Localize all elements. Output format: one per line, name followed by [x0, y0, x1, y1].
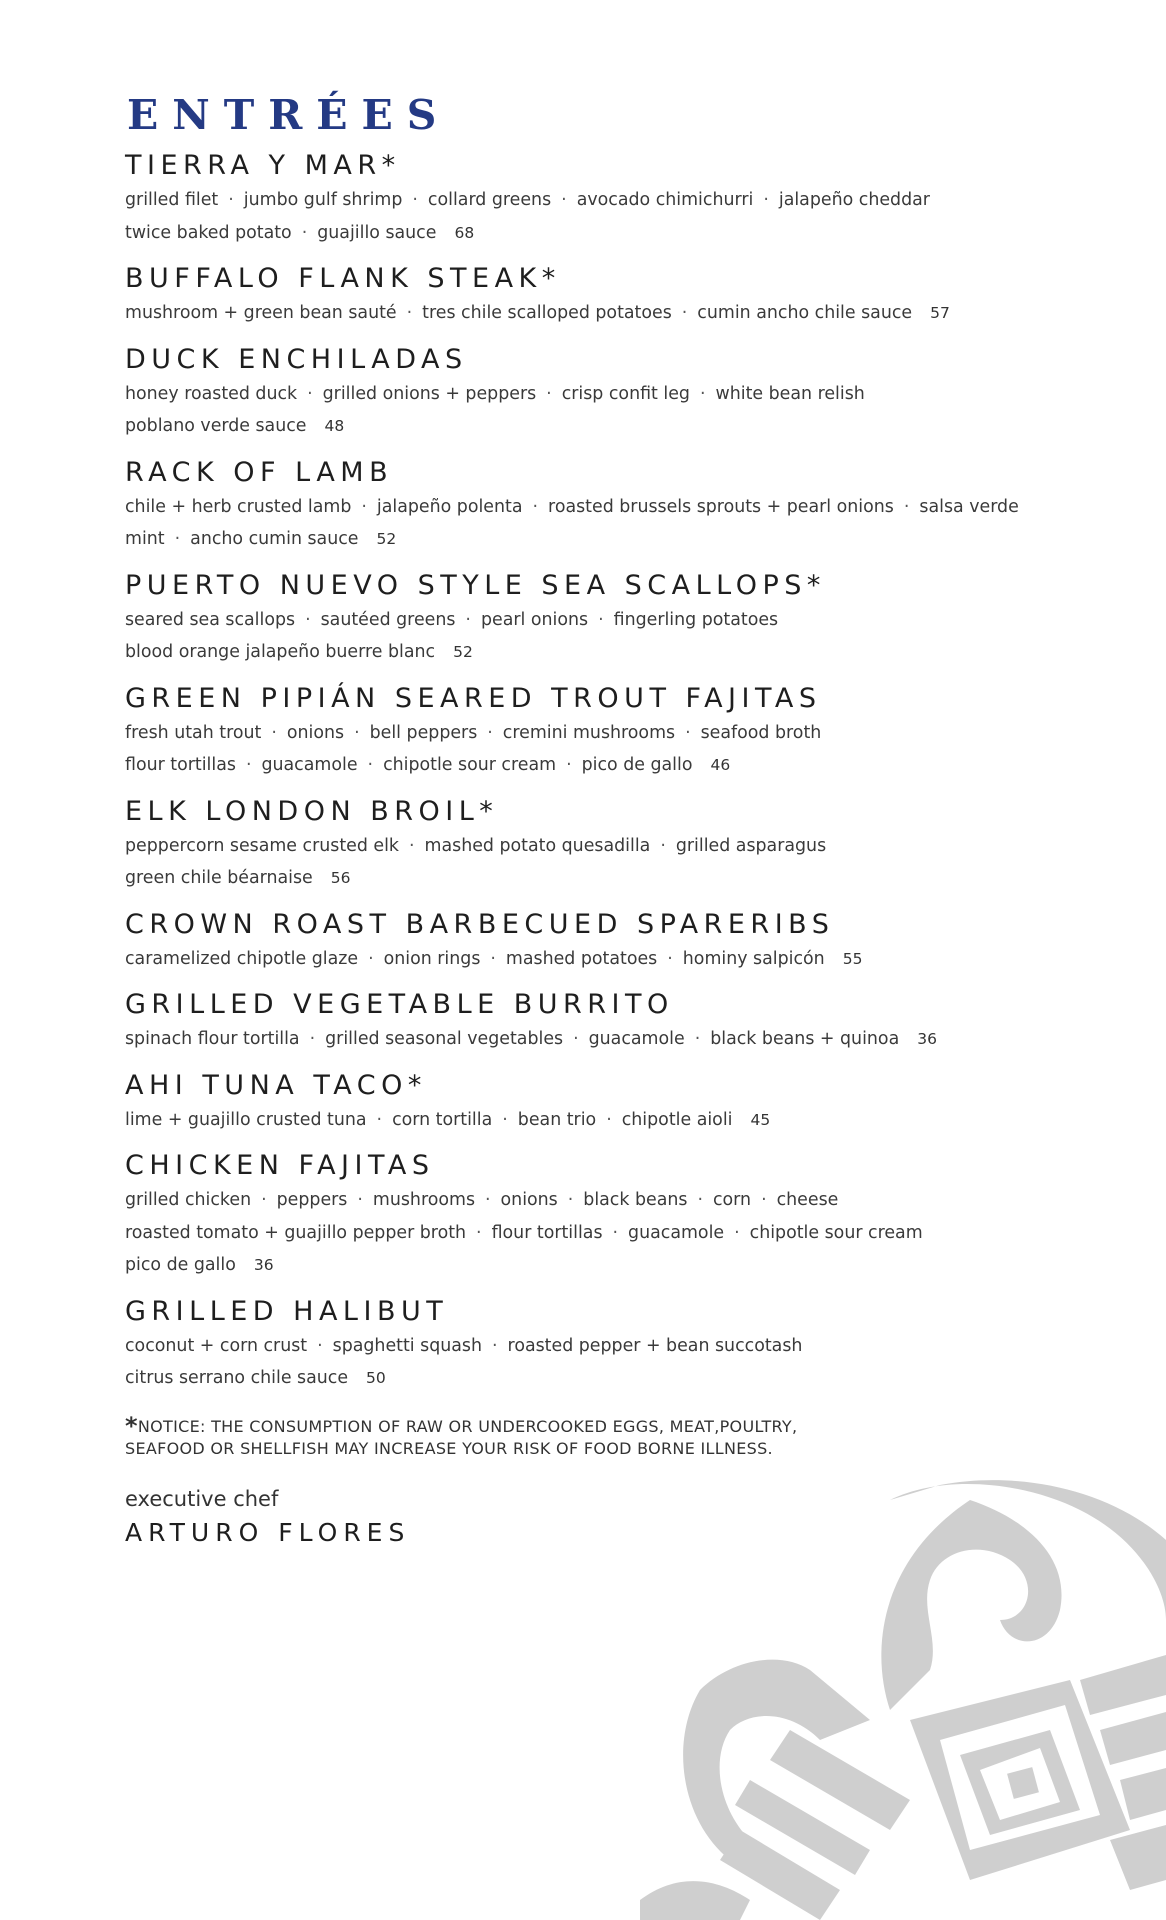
ingredient: chile + herb crusted lamb — [125, 496, 352, 517]
dish-description-line — [125, 862, 1085, 895]
dish-list — [125, 148, 1085, 1395]
chef-name: ARTURO FLORES — [125, 1517, 411, 1547]
dish-name: GRILLED HALIBUT — [125, 1295, 449, 1327]
dish-description-line — [125, 636, 1085, 669]
notice-line-1: NOTICE: THE CONSUMPTION OF RAW OR UNDERCOOKED EGGS, MEAT,POULTRY, — [137, 1416, 798, 1436]
ingredient: flour tortillas — [491, 1222, 603, 1243]
ingredient: roasted brussels sprouts + pearl onions — [548, 496, 894, 517]
separator-dot: · — [566, 755, 572, 775]
dish-description-line — [125, 523, 1085, 556]
ingredient: seafood broth — [700, 722, 822, 743]
ingredient: bell peppers — [369, 722, 478, 743]
separator-dot: · — [761, 1190, 767, 1210]
ingredient: citrus serrano chile sauce — [125, 1368, 349, 1388]
ingredient: grilled asparagus — [675, 835, 827, 856]
ingredient: pearl onions — [480, 609, 589, 630]
ingredient: fingerling potatoes — [613, 609, 779, 630]
ingredient: corn tortilla — [392, 1109, 493, 1130]
separator-dot: · — [734, 1222, 740, 1243]
ingredient: mushrooms — [372, 1190, 475, 1210]
dish-name: BUFFALO FLANK STEAK* — [125, 263, 561, 294]
notice-asterisk: * — [125, 1411, 138, 1440]
ingredient: chipotle aioli — [621, 1109, 733, 1130]
menu-item — [125, 568, 1085, 669]
separator-dot: · — [598, 609, 604, 630]
ingredient: seared sea scallops — [125, 609, 296, 630]
ingredient: white bean relish — [715, 383, 865, 404]
dish-description-line — [125, 749, 1085, 782]
dish-price: 48 — [324, 417, 345, 435]
dish-description-line — [125, 1330, 1085, 1363]
ingredient: flour tortillas — [125, 755, 236, 775]
notice-line-2: SEAFOOD OR SHELLFISH MAY INCREASE YOUR RISK OF FOOD BORNE ILLNESS. — [125, 1438, 773, 1458]
ingredient: lime + guajillo crusted tuna — [125, 1109, 367, 1130]
dish-price: 57 — [930, 304, 950, 322]
ingredient: jalapeño polenta — [376, 496, 523, 517]
ingredient: sautéed greens — [320, 609, 456, 630]
ingredient: honey roasted duck — [125, 383, 298, 404]
ingredient: mashed potato quesadilla — [424, 835, 651, 856]
separator-dot: · — [903, 496, 910, 517]
ingredient: mashed potatoes — [505, 948, 658, 969]
ingredient: mint — [125, 529, 165, 549]
separator-dot: · — [367, 755, 374, 775]
ingredient: bean trio — [517, 1109, 597, 1130]
dish-description-line — [125, 491, 1085, 524]
dish-price: 68 — [454, 223, 475, 242]
ingredient: grilled seasonal vegetables — [325, 1029, 564, 1049]
ingredient: roasted pepper + bean succotash — [507, 1335, 803, 1356]
dish-name: ELK LONDON BROIL* — [125, 795, 499, 827]
dish-name: DUCK ENCHILADAS — [125, 343, 468, 375]
separator-dot: · — [309, 1029, 316, 1049]
dish-description-line — [125, 717, 1085, 750]
menu-item — [125, 987, 1085, 1056]
ingredient: hominy salpicón — [682, 948, 825, 969]
separator-dot: · — [699, 383, 706, 404]
menu-item — [125, 1294, 1085, 1395]
separator-dot: · — [612, 1222, 619, 1243]
ingredient: green chile béarnaise — [125, 868, 313, 888]
separator-dot: · — [305, 609, 311, 630]
separator-dot: · — [546, 383, 552, 404]
food-safety-notice — [125, 1411, 1085, 1460]
separator-dot: · — [357, 1190, 363, 1210]
ingredient: chipotle sour cream — [749, 1222, 923, 1243]
ingredient: collard greens — [427, 190, 552, 210]
separator-dot: · — [307, 383, 313, 404]
dish-description-line — [125, 1249, 1085, 1282]
ingredient: chipotle sour cream — [383, 755, 557, 775]
separator-dot: · — [412, 190, 418, 210]
ingredient: spinach flour tortilla — [125, 1029, 300, 1049]
separator-dot: · — [490, 948, 496, 969]
ingredient: grilled filet — [125, 190, 219, 210]
ingredient: twice baked potato — [125, 222, 292, 243]
ingredient: roasted tomato + guajillo pepper broth — [125, 1222, 467, 1243]
menu-item — [125, 1068, 1085, 1137]
dish-description-line — [125, 604, 1085, 637]
menu-item — [125, 681, 1085, 782]
dish-description-line — [125, 1023, 1085, 1056]
separator-dot: · — [368, 948, 374, 969]
ingredient: fresh utah trout — [125, 722, 262, 743]
chef-label: executive chef — [125, 1486, 279, 1511]
ingredient: onions — [500, 1190, 558, 1210]
dish-description-line — [125, 943, 1085, 976]
ingredient: peppers — [276, 1190, 348, 1210]
separator-dot: · — [245, 755, 252, 775]
separator-dot: · — [573, 1029, 579, 1049]
dish-description-line — [125, 830, 1085, 863]
separator-dot: · — [261, 1190, 267, 1210]
ingredient: grilled chicken — [125, 1190, 252, 1210]
separator-dot: · — [685, 722, 691, 743]
separator-dot: · — [502, 1109, 508, 1130]
separator-dot: · — [606, 1109, 612, 1130]
separator-dot: · — [174, 529, 181, 549]
ingredient: cumin ancho chile sauce — [697, 303, 913, 323]
dish-description-line — [125, 217, 1085, 250]
dish-price: 50 — [366, 1369, 386, 1387]
ingredient: caramelized chipotle glaze — [125, 948, 359, 969]
ingredient: cheese — [776, 1190, 839, 1210]
dish-description-line — [125, 410, 1085, 443]
dish-name: GREEN PIPIÁN SEARED TROUT FAJITAS — [125, 682, 822, 714]
mayan-glyph-watermark-icon — [640, 1480, 1166, 1920]
separator-dot: · — [301, 222, 308, 243]
dish-description-line — [125, 1184, 1085, 1217]
dish-description-line — [125, 378, 1085, 411]
dish-price: 36 — [917, 1030, 937, 1048]
dish-name: AHI TUNA TACO* — [125, 1069, 427, 1101]
menu-item — [125, 342, 1085, 443]
dish-description-line — [125, 1104, 1085, 1137]
dish-description-line — [125, 1362, 1085, 1395]
ingredient: coconut + corn crust — [125, 1335, 308, 1356]
ingredient: blood orange jalapeño buerre blanc — [125, 642, 436, 662]
ingredient: grilled onions + peppers — [322, 383, 537, 404]
separator-dot: · — [487, 722, 493, 743]
separator-dot: · — [485, 1190, 491, 1210]
dish-price: 36 — [253, 1256, 274, 1274]
separator-dot: · — [354, 722, 360, 743]
separator-dot: · — [567, 1190, 574, 1210]
dish-description-line — [125, 297, 1085, 330]
ingredient: jumbo gulf shrimp — [243, 190, 403, 210]
separator-dot: · — [406, 303, 413, 323]
separator-dot: · — [667, 948, 673, 969]
dish-price: 55 — [842, 949, 863, 968]
ingredient: onions — [286, 722, 345, 743]
separator-dot: · — [763, 190, 769, 210]
dish-price: 56 — [330, 869, 351, 887]
ingredient: onion rings — [383, 948, 481, 969]
separator-dot: · — [361, 496, 367, 517]
menu-item — [125, 1148, 1085, 1282]
menu-item — [125, 907, 1085, 976]
separator-dot: · — [561, 190, 567, 210]
menu-item — [125, 455, 1085, 556]
menu-item — [125, 794, 1085, 895]
separator-dot: · — [317, 1335, 323, 1356]
separator-dot: · — [532, 496, 539, 517]
ingredient: corn — [712, 1190, 752, 1210]
dish-name: CROWN ROAST BARBECUED SPARERIBS — [125, 908, 835, 940]
menu-item — [125, 148, 1085, 249]
ingredient: black beans — [583, 1190, 688, 1210]
ingredient: black beans + quinoa — [710, 1029, 900, 1049]
dish-description-line — [125, 184, 1085, 217]
separator-dot: · — [681, 303, 688, 323]
separator-dot: · — [409, 835, 415, 856]
ingredient: ancho cumin sauce — [190, 529, 359, 549]
dish-name: RACK OF LAMB — [125, 456, 394, 488]
dish-name: TIERRA Y MAR* — [125, 150, 401, 181]
ingredient: poblano verde sauce — [125, 416, 307, 436]
dish-name: GRILLED VEGETABLE BURRITO — [125, 989, 674, 1020]
ingredient: guajillo sauce — [317, 222, 437, 243]
dish-description-line — [125, 1217, 1085, 1250]
dish-price: 46 — [710, 756, 731, 774]
section-title: ENTRÉES — [127, 91, 451, 139]
separator-dot: · — [228, 190, 234, 210]
ingredient: pico de gallo — [125, 1255, 236, 1275]
menu-page — [125, 92, 1085, 1552]
dish-name: CHICKEN FAJITAS — [125, 1150, 435, 1181]
separator-dot: · — [660, 835, 666, 856]
ingredient: pico de gallo — [581, 755, 693, 775]
separator-dot: · — [376, 1109, 383, 1130]
ingredient: salsa verde — [919, 496, 1019, 517]
ingredient: spaghetti squash — [332, 1335, 483, 1356]
separator-dot: · — [694, 1029, 701, 1049]
ingredient: mushroom + green bean sauté — [125, 303, 397, 323]
separator-dot: · — [271, 722, 277, 743]
dish-name: PUERTO NUEVO STYLE SEA SCALLOPS* — [125, 569, 826, 601]
ingredient: jalapeño cheddar — [778, 190, 930, 210]
ingredient: cremini mushrooms — [502, 722, 676, 743]
ingredient: peppercorn sesame crusted elk — [125, 835, 400, 856]
ingredient: avocado chimichurri — [576, 190, 754, 210]
menu-item — [125, 261, 1085, 330]
ingredient: guacamole — [261, 755, 358, 775]
separator-dot: · — [492, 1335, 498, 1356]
ingredient: guacamole — [588, 1029, 685, 1049]
separator-dot: · — [465, 609, 471, 630]
separator-dot: · — [697, 1190, 703, 1210]
ingredient: guacamole — [628, 1222, 725, 1243]
dish-price: 52 — [376, 530, 397, 548]
separator-dot: · — [476, 1222, 482, 1243]
dish-price: 45 — [750, 1110, 771, 1129]
ingredient: tres chile scalloped potatoes — [422, 303, 672, 323]
dish-price: 52 — [453, 643, 473, 661]
ingredient: crisp confit leg — [561, 383, 690, 404]
